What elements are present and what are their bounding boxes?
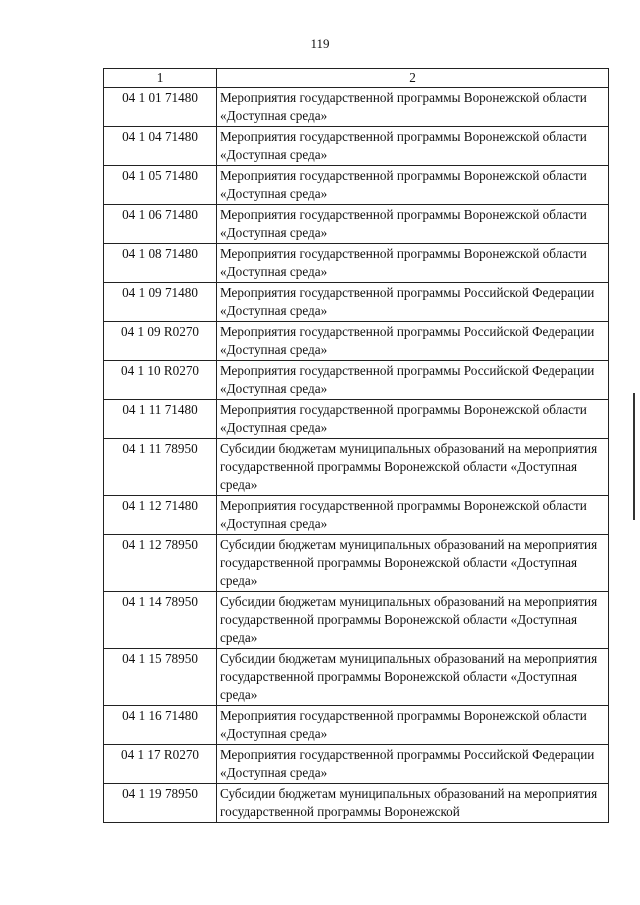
column-header-code: 1 — [104, 69, 217, 88]
table-header-row — [104, 69, 609, 88]
row-name: Субсидии бюджетам муниципальных образований на мероприятия государственной программы Воронежской области «Доступная среда» — [217, 649, 609, 706]
table-row — [104, 322, 609, 361]
row-code: 04 1 08 71480 — [104, 244, 217, 283]
row-name: Мероприятия государственной программы Воронежской области «Доступная среда» — [217, 400, 609, 439]
row-name: Субсидии бюджетам муниципальных образований на мероприятия государственной программы Воронежской области «Доступная среда» — [217, 592, 609, 649]
row-name: Мероприятия государственной программы Воронежской области «Доступная среда» — [217, 496, 609, 535]
column-header-name: 2 — [217, 69, 609, 88]
table-row — [104, 649, 609, 706]
table-row — [104, 496, 609, 535]
table-row — [104, 400, 609, 439]
row-name: Мероприятия государственной программы Российской Федерации «Доступная среда» — [217, 361, 609, 400]
table-row — [104, 361, 609, 400]
table-row — [104, 283, 609, 322]
row-name: Мероприятия государственной программы Воронежской области «Доступная среда» — [217, 706, 609, 745]
table-row — [104, 592, 609, 649]
row-code: 04 1 10 R0270 — [104, 361, 217, 400]
row-code: 04 1 19 78950 — [104, 784, 217, 823]
row-name: Субсидии бюджетам муниципальных образований на мероприятия государственной программы Воронежской области «Доступная среда» — [217, 535, 609, 592]
row-code: 04 1 09 71480 — [104, 283, 217, 322]
row-code: 04 1 16 71480 — [104, 706, 217, 745]
page-number: 119 — [310, 36, 330, 51]
table-row — [104, 535, 609, 592]
table-row — [104, 205, 609, 244]
row-name: Мероприятия государственной программы Воронежской области «Доступная среда» — [217, 205, 609, 244]
row-code: 04 1 06 71480 — [104, 205, 217, 244]
row-code: 04 1 14 78950 — [104, 592, 217, 649]
row-name: Мероприятия государственной программы Российской Федерации «Доступная среда» — [217, 745, 609, 784]
row-code: 04 1 15 78950 — [104, 649, 217, 706]
table-row — [104, 784, 609, 823]
row-code: 04 1 12 71480 — [104, 496, 217, 535]
row-name: Мероприятия государственной программы Воронежской области «Доступная среда» — [217, 88, 609, 127]
table-row — [104, 127, 609, 166]
row-code: 04 1 17 R0270 — [104, 745, 217, 784]
row-name: Мероприятия государственной программы Российской Федерации «Доступная среда» — [217, 322, 609, 361]
row-name: Субсидии бюджетам муниципальных образований на мероприятия государственной программы Воронежской — [217, 784, 609, 823]
table-row — [104, 745, 609, 784]
row-name: Мероприятия государственной программы Воронежской области «Доступная среда» — [217, 244, 609, 283]
table-row — [104, 439, 609, 496]
page-edge-mark — [633, 393, 635, 520]
row-code: 04 1 11 78950 — [104, 439, 217, 496]
row-name: Мероприятия государственной программы Воронежской области «Доступная среда» — [217, 127, 609, 166]
table-row — [104, 88, 609, 127]
row-code: 04 1 12 78950 — [104, 535, 217, 592]
row-code: 04 1 11 71480 — [104, 400, 217, 439]
row-code: 04 1 05 71480 — [104, 166, 217, 205]
budget-classification-table — [103, 68, 609, 823]
table-row — [104, 244, 609, 283]
row-name: Мероприятия государственной программы Российской Федерации «Доступная среда» — [217, 283, 609, 322]
row-code: 04 1 04 71480 — [104, 127, 217, 166]
row-name: Субсидии бюджетам муниципальных образований на мероприятия государственной программы Воронежской области «Доступная среда» — [217, 439, 609, 496]
table-row — [104, 166, 609, 205]
row-code: 04 1 09 R0270 — [104, 322, 217, 361]
row-name: Мероприятия государственной программы Воронежской области «Доступная среда» — [217, 166, 609, 205]
table-row — [104, 706, 609, 745]
row-code: 04 1 01 71480 — [104, 88, 217, 127]
